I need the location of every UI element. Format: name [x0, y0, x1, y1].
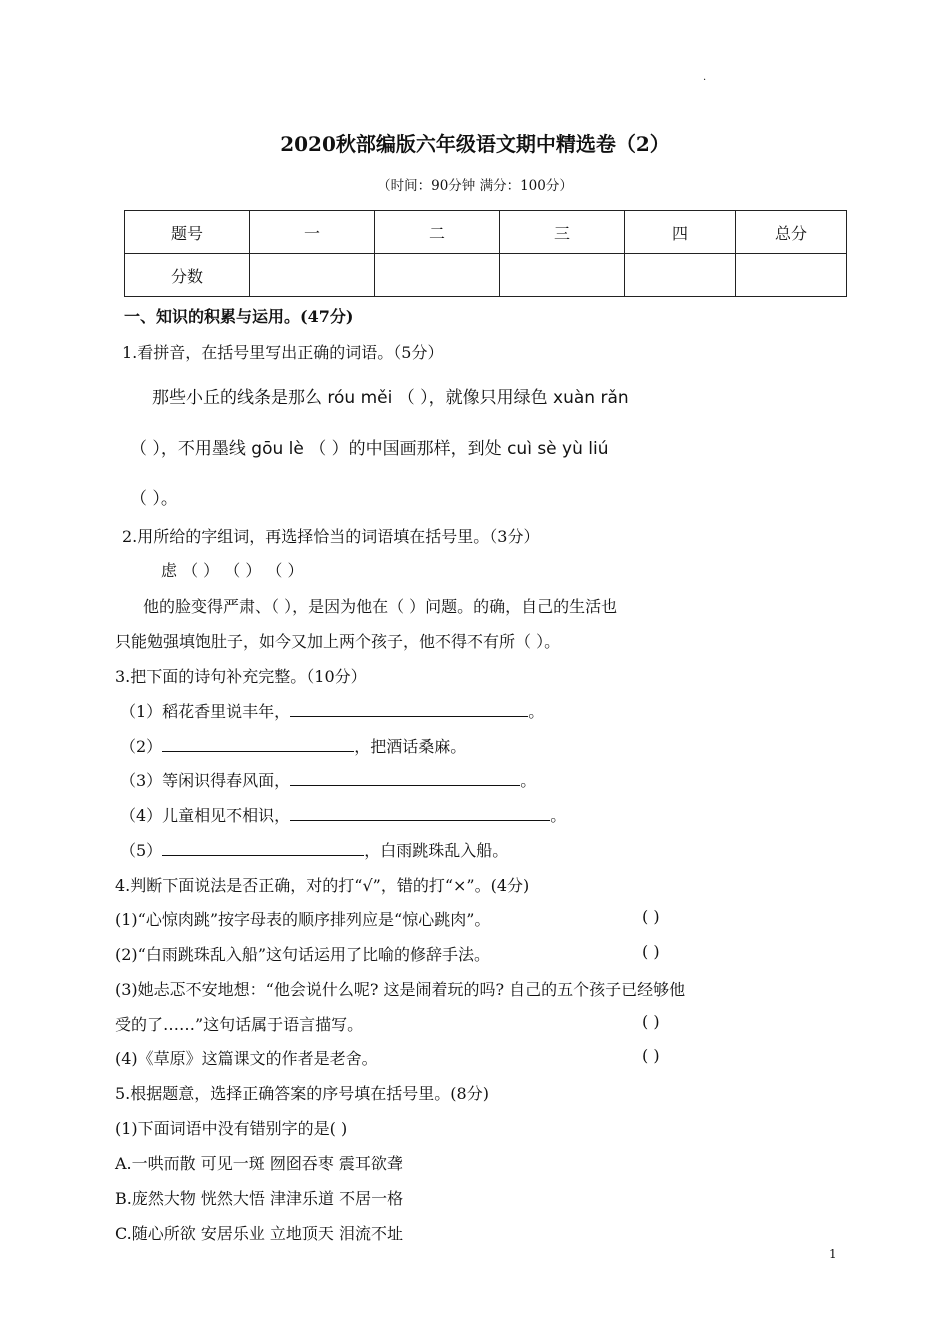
score-row-label: 分数 [125, 254, 250, 297]
page-number: 1 [829, 1247, 837, 1261]
answer-blank[interactable] [290, 700, 528, 717]
poem-line-suffix: 。 [520, 771, 537, 790]
question-5-prompt: 5.根据题意，选择正确答案的序号填在括号里。(8分) [115, 1084, 489, 1103]
judge-item-4: (4)《草原》这篇课文的作者是老舍。 [115, 1049, 378, 1068]
judge-answer-2[interactable]: ( ) [642, 942, 660, 961]
question-2-paragraph-1: 他的脸变得严肃、（ ），是因为他在（ ）问题。的确，自己的生活也 [143, 597, 618, 616]
poem-line-suffix: ，白雨跳珠乱入船。 [364, 841, 509, 860]
question-3-prompt: 3.把下面的诗句补充完整。（10分） [115, 667, 367, 686]
score-cell[interactable] [500, 254, 625, 297]
judge-answer-3[interactable]: ( ) [642, 1012, 660, 1031]
poem-line-suffix: 。 [528, 702, 545, 721]
question-1-line-1: 那些小丘的线条是那么 róu měi （ ），就像只用绿色 xuàn rǎn [152, 388, 629, 408]
score-table [124, 210, 847, 297]
exam-info: （时间：90分钟 满分：100分） [377, 178, 573, 194]
page-title: 2020秋部编版六年级语文期中精选卷（2） [280, 132, 670, 156]
poem-line-5 [120, 838, 508, 861]
question-5-sub-1: (1)下面词语中没有错别字的是( ) [115, 1119, 348, 1138]
score-cell[interactable] [736, 254, 847, 297]
score-table-header-row [125, 211, 847, 254]
judge-answer-4[interactable]: ( ) [642, 1046, 660, 1065]
poem-line-prefix: （2） [120, 737, 163, 756]
answer-blank[interactable] [290, 769, 520, 786]
score-header-cell: 二 [375, 211, 500, 254]
score-cell[interactable] [375, 254, 500, 297]
score-header-cell: 一 [250, 211, 375, 254]
section-heading: 一、知识的积累与运用。(47分) [124, 307, 354, 326]
poem-line-prefix: （3）等闲识得春风面， [120, 771, 291, 790]
score-header-cell: 题号 [125, 211, 250, 254]
score-header-cell: 三 [500, 211, 625, 254]
poem-line-1 [120, 699, 544, 722]
option-b[interactable]: B.庞然大物 恍然大悟 津津乐道 不居一格 [115, 1189, 404, 1208]
poem-line-prefix: （4）儿童相见不相识， [120, 806, 291, 825]
question-2-paragraph-2: 只能勉强填饱肚子，如今又加上两个孩子，他不得不有所（ ）。 [115, 632, 561, 651]
question-1-line-3: （ ）。 [130, 489, 178, 509]
judge-answer-1[interactable]: ( ) [642, 907, 660, 926]
answer-blank[interactable] [162, 735, 354, 752]
poem-line-prefix: （1）稻花香里说丰年， [120, 702, 291, 721]
judge-item-2: (2)“白雨跳珠乱入船”这句话运用了比喻的修辞手法。 [115, 945, 491, 964]
judge-item-3: (3)她忐忑不安地想：“他会说什么呢? 这是闹着玩的吗? 自己的五个孩子已经够他 [115, 980, 686, 999]
judge-item-3-cont: 受的了……”这句话属于语言描写。 [115, 1015, 364, 1034]
option-c[interactable]: C.随心所欲 安居乐业 立地顶天 泪流不址 [115, 1224, 404, 1243]
question-1-line-2: （ ），不用墨线 gōu lè （ ）的中国画那样，到处 cuì sè yù liú [130, 439, 609, 459]
poem-line-prefix: （5） [120, 841, 163, 860]
poem-line-3 [120, 768, 536, 791]
poem-line-4 [120, 803, 566, 826]
question-2-words: 虑 （ ） （ ） （ ） [161, 561, 304, 580]
score-cell[interactable] [625, 254, 736, 297]
score-header-cell: 四 [625, 211, 736, 254]
question-4-prompt: 4.判断下面说法是否正确，对的打“√”，错的打“×”。(4分) [115, 876, 530, 895]
score-table-score-row [125, 254, 847, 297]
judge-item-1: (1)“心惊肉跳”按字母表的顺序排列应是“惊心跳肉”。 [115, 910, 491, 929]
question-1-prompt: 1.看拼音，在括号里写出正确的词语。（5分） [122, 343, 444, 362]
score-cell[interactable] [250, 254, 375, 297]
answer-blank[interactable] [290, 804, 550, 821]
score-header-cell: 总分 [736, 211, 847, 254]
poem-line-suffix: ，把酒话桑麻。 [354, 737, 467, 756]
corner-dot: . [703, 72, 707, 83]
question-2-prompt: 2.用所给的字组词，再选择恰当的词语填在括号里。（3分） [122, 527, 540, 546]
option-a[interactable]: A.一哄而散 可见一斑 囫囵吞枣 震耳欲聋 [115, 1154, 403, 1173]
answer-blank[interactable] [162, 839, 364, 856]
poem-line-2 [120, 734, 466, 757]
poem-line-suffix: 。 [550, 806, 567, 825]
